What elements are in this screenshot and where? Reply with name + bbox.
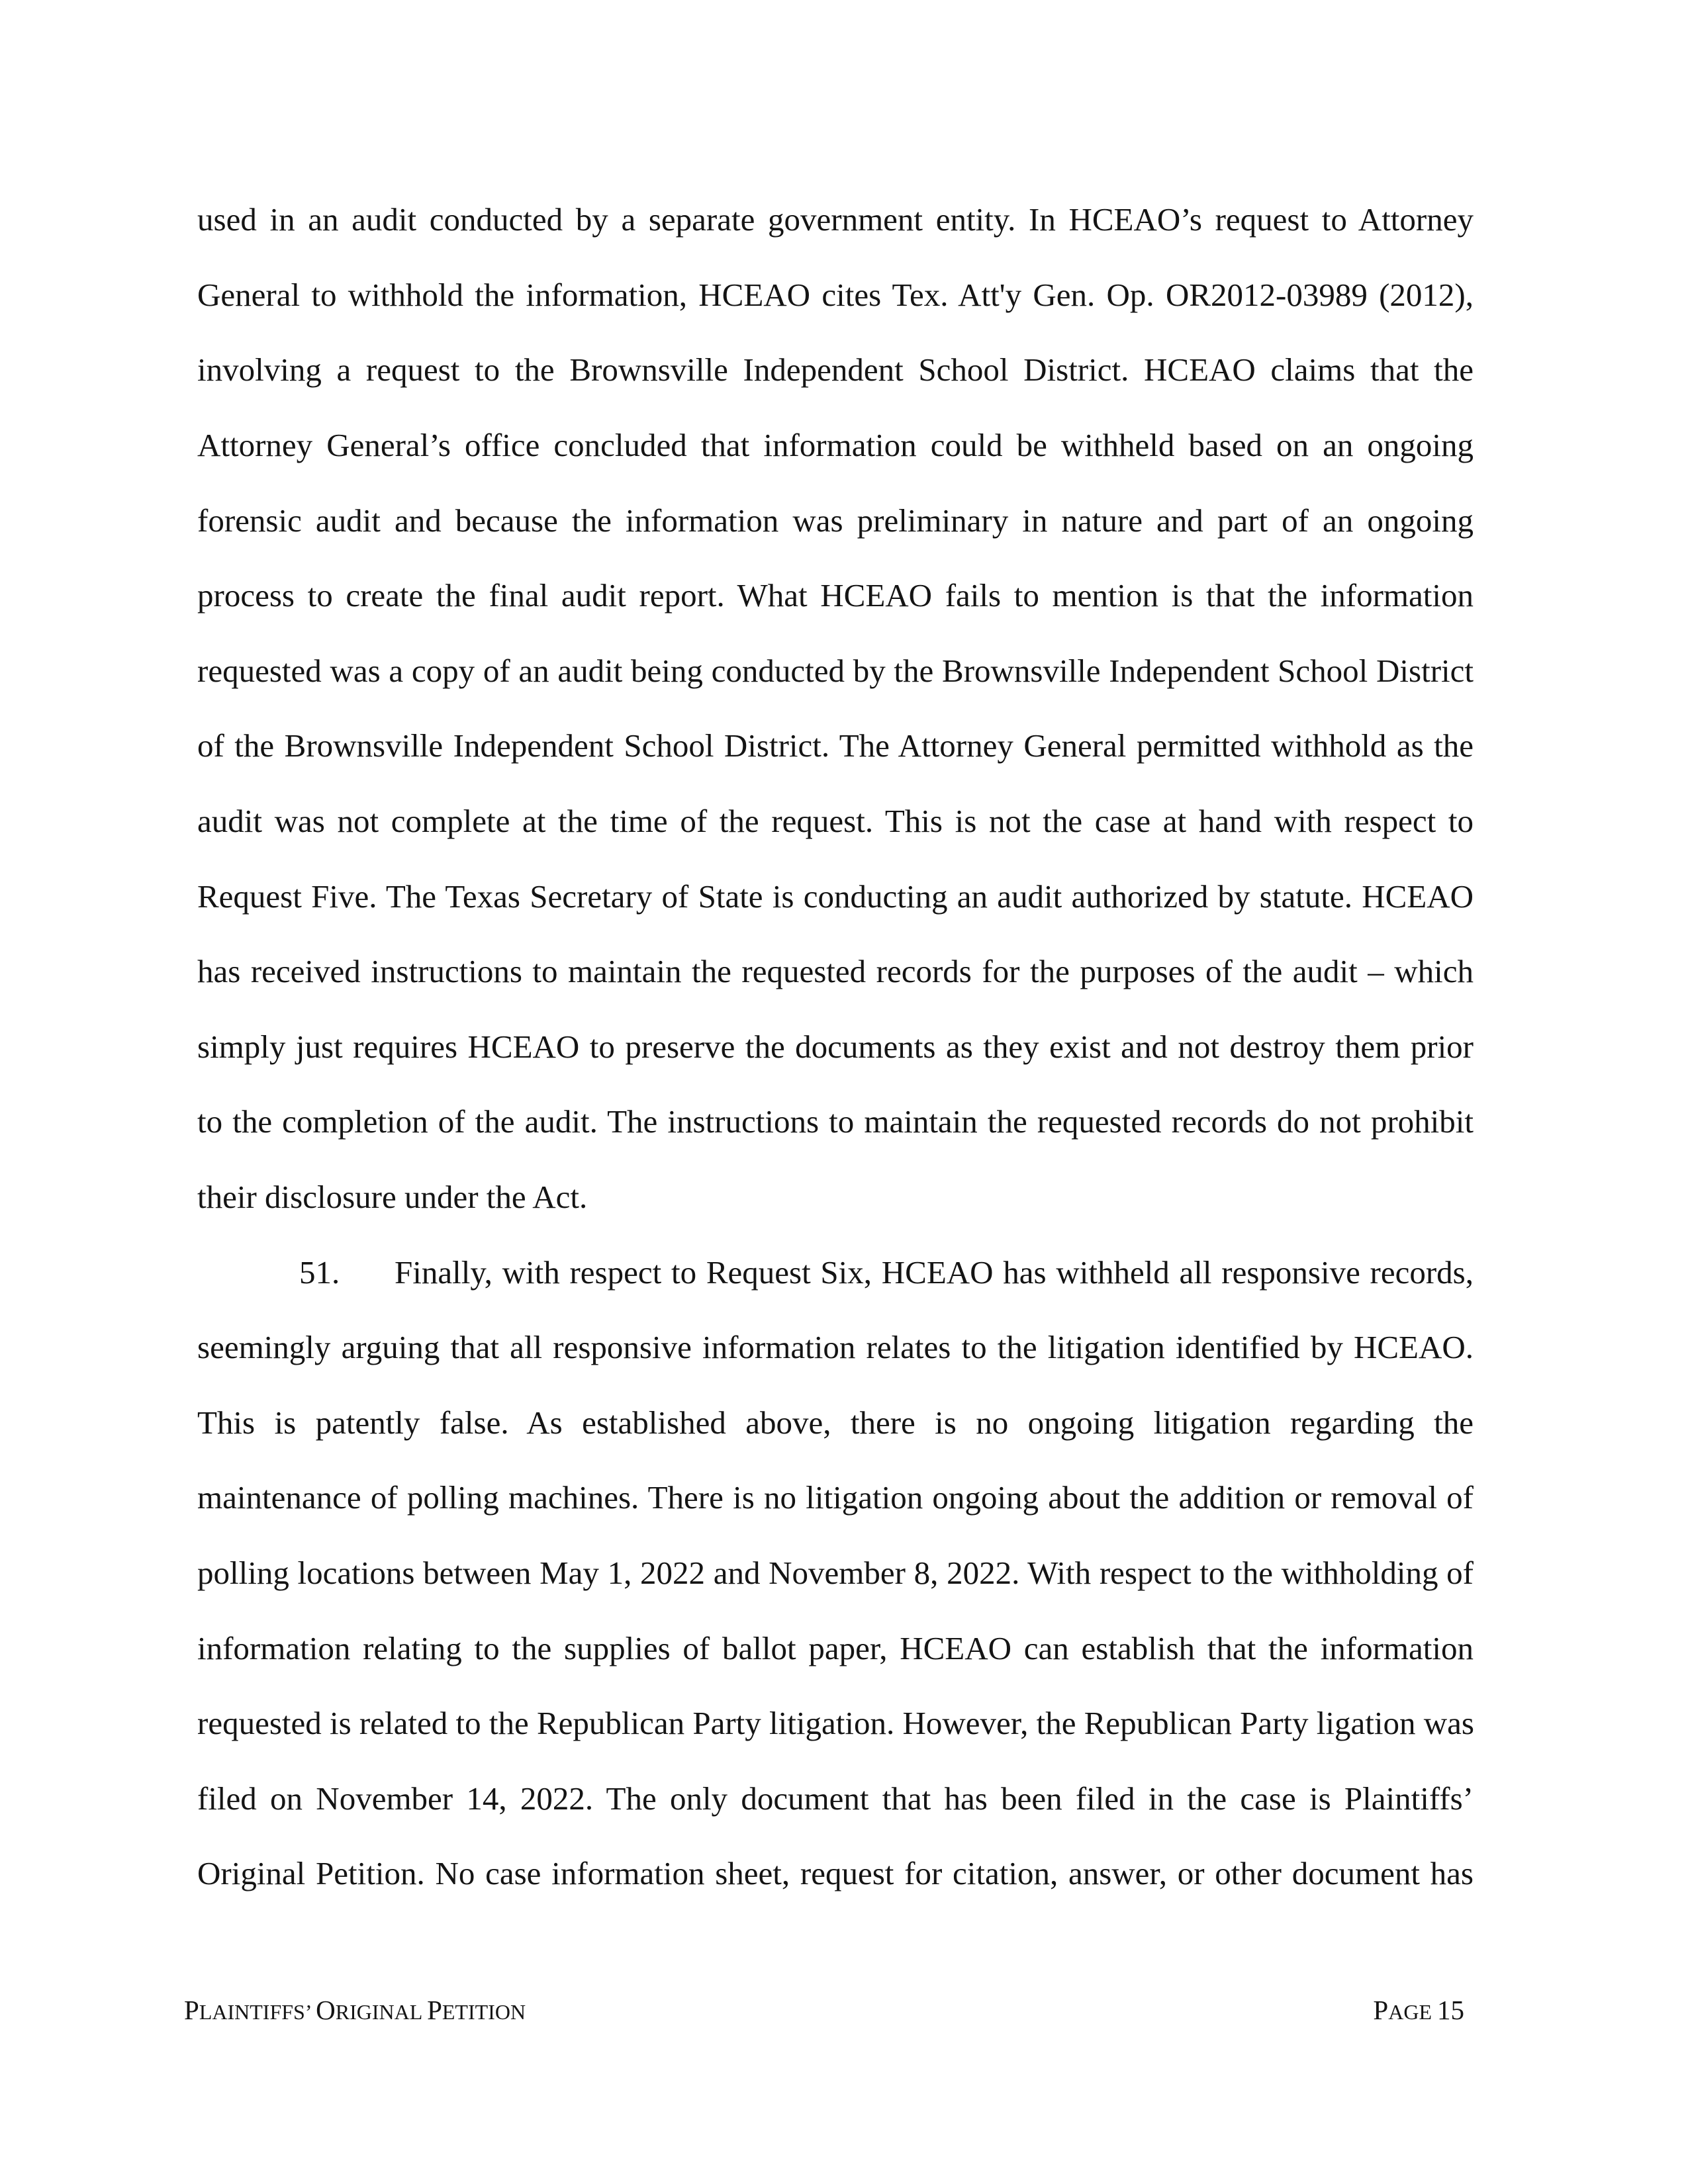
paragraph-number: 51. <box>299 1254 340 1291</box>
body-line: process to create the final audit report. What HCEAO fails to mention is that the information <box>197 577 1474 614</box>
body-line: requested was a copy of an audit being conducted by the Brownsville Independent School District <box>197 653 1474 689</box>
body-line: involving a request to the Brownsville Independent School District. HCEAO claims that the <box>197 351 1474 388</box>
body-line: their disclosure under the Act. <box>197 1179 588 1215</box>
body-line: of the Brownsville Independent School District. The Attorney General permitted withhold as the <box>197 727 1474 764</box>
body-line: audit was not complete at the time of the request. This is not the case at hand with respect to <box>197 803 1474 839</box>
body-line: used in an audit conducted by a separate government entity. In HCEAO’s request to Attorney <box>197 201 1474 238</box>
body-line: polling locations between May 1, 2022 and November 8, 2022. With respect to the withholding of <box>197 1555 1474 1591</box>
page-number: 15 <box>1437 1995 1464 2025</box>
body-line: Request Five. The Texas Secretary of State is conducting an audit authorized by statute. HCEAO <box>197 878 1474 915</box>
body-line: information relating to the supplies of ballot paper, HCEAO can establish that the information <box>197 1630 1474 1666</box>
body-line: General to withhold the information, HCEAO cites Tex. Att'y Gen. Op. OR2012-03989 (2012), <box>197 277 1474 313</box>
body-line: simply just requires HCEAO to preserve the documents as they exist and not destroy them prior <box>197 1028 1474 1065</box>
body-line: has received instructions to maintain the requested records for the purposes of the audit – which <box>197 953 1474 989</box>
body-line: This is patently false. As established above, there is no ongoing litigation regarding the <box>197 1404 1474 1441</box>
body-line: seemingly arguing that all responsive information relates to the litigation identified by HCEAO. <box>197 1329 1474 1365</box>
body-line: forensic audit and because the information was preliminary in nature and part of an ongoing <box>197 502 1474 539</box>
body-line: filed on November 14, 2022. The only document that has been filed in the case is Plaintiffs’ <box>197 1780 1474 1817</box>
body-line: requested is related to the Republican Party litigation. However, the Republican Party ligation was <box>197 1705 1474 1741</box>
body-line: maintenance of polling machines. There is no litigation ongoing about the addition or removal of <box>197 1479 1474 1516</box>
paragraph-51-text: Finally, with respect to Request Six, HCEAO has withheld all responsive records, <box>395 1254 1474 1291</box>
body-line: Attorney General’s office concluded that information could be withheld based on an ongoing <box>197 427 1474 463</box>
footer-page-number: PAGE 15 <box>1373 1995 1464 2025</box>
paragraph-51-first-line <box>299 1253 1474 1293</box>
body-line: Original Petition. No case information sheet, request for citation, answer, or other document has <box>197 1855 1474 1891</box>
body-line: to the completion of the audit. The instructions to maintain the requested records do not prohibit <box>197 1103 1474 1140</box>
footer-document-title: PLAINTIFFS’ ORIGINAL PETITION <box>184 1995 526 2025</box>
